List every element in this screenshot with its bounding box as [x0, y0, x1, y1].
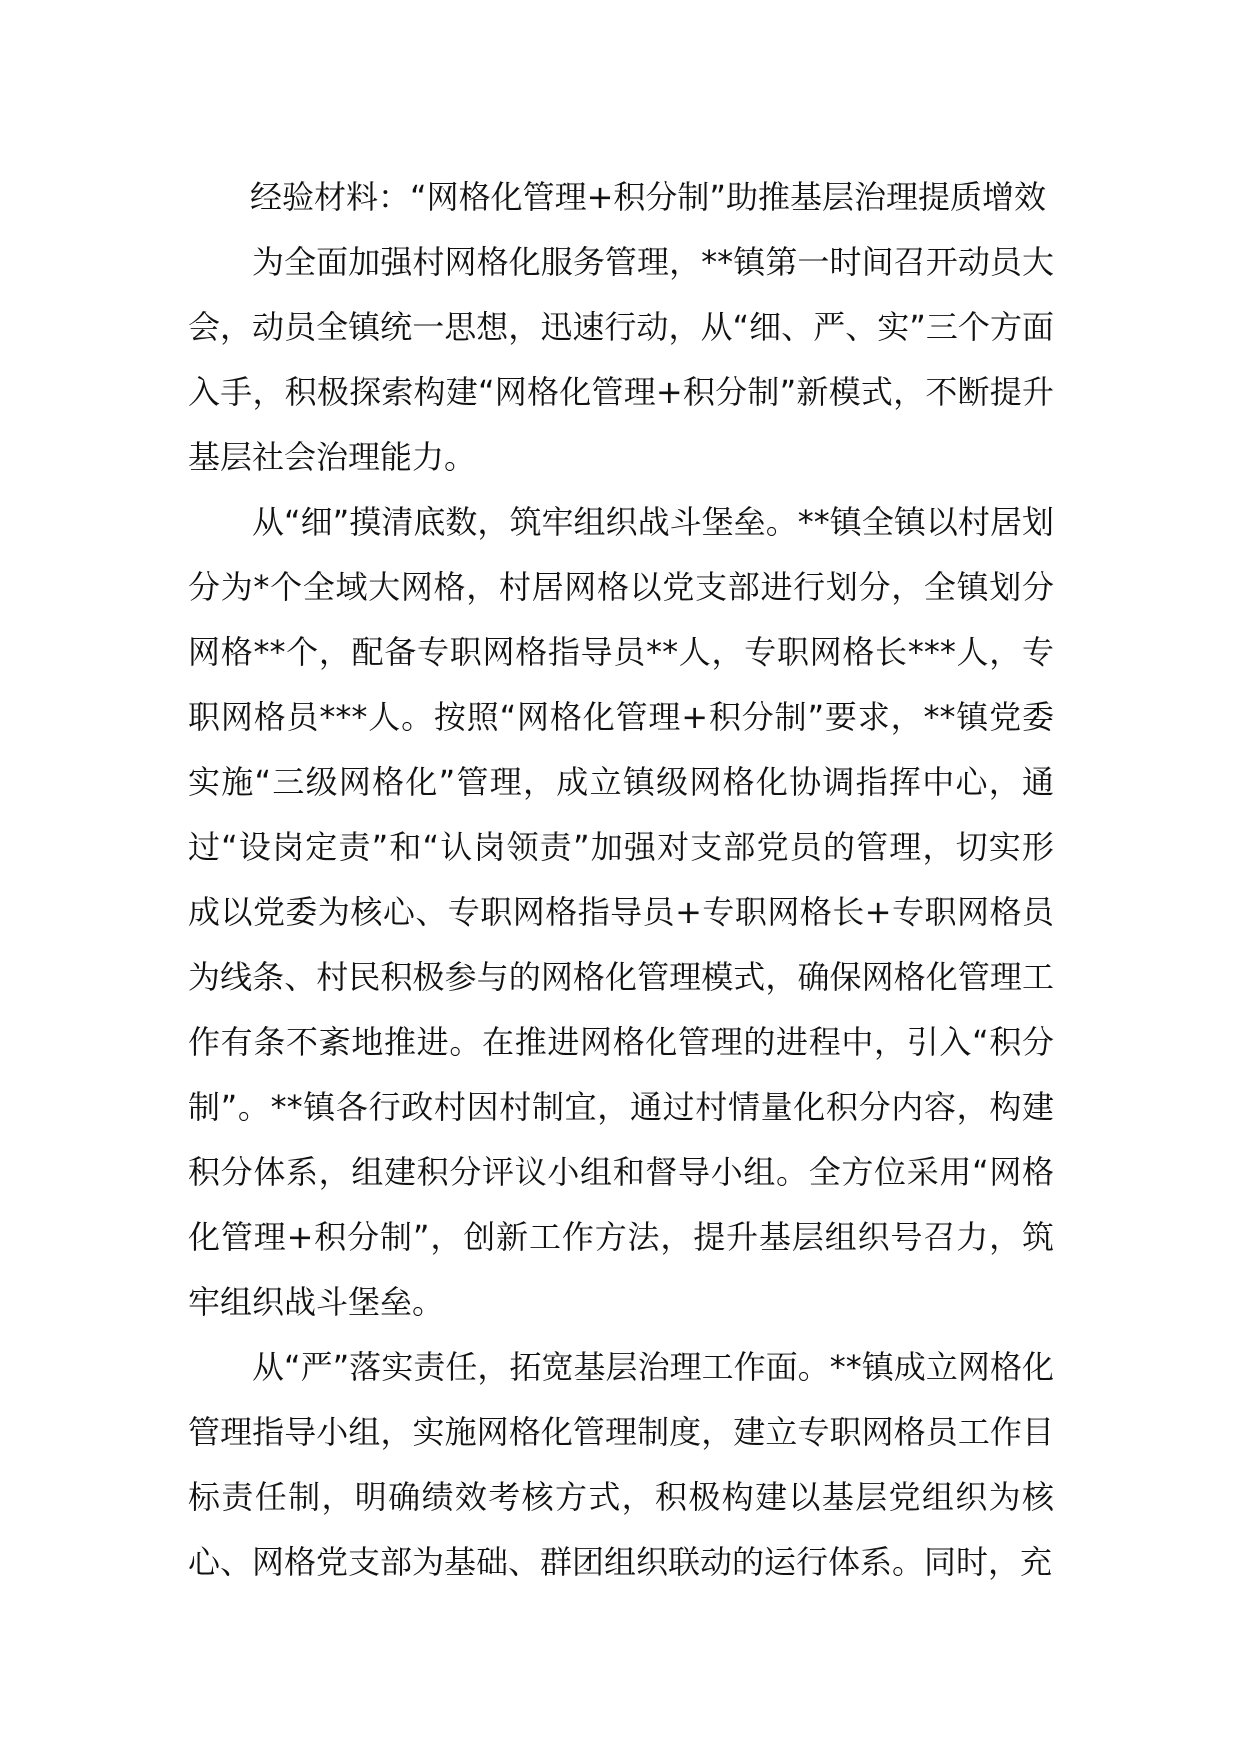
paragraph-xi: 从“细”摸清底数，筑牢组织战斗堡垒。**镇全镇以村居划分为*个全域大网格，村居网格以党支部进行划分，全镇划分网格**个，配备专职网格指导员**人，专职网格长***人，专职网格员***人。按照“网格化管理+积分制”要求，**镇党委实施“三级网格化”管理，成立镇级网格化协调指挥中心，通过“设岗定责”和“认岗领责”加强对支部党员的管理，切实形成以党委为核心、专职网格指导员+专职网格长+专职网格员为线条、村民积极参与的网格化管理模式，确保网格化管理工作有条不紊地推进。在推进网格化管理的进程中，引入“积分制”。**镇各行政村因村制宜，通过村情量化积分内容，构建积分体系，组建积分评议小组和督导小组。全方位采用“网格化管理+积分制”，创新工作方法，提升基层组织号召力，筑牢组织战斗堡垒。 — [188, 503, 1054, 1321]
document-body — [188, 165, 1054, 1595]
paragraph-intro: 为全面加强村网格化服务管理，**镇第一时间召开动员大会，动员全镇统一思想，迅速行动，从“细、严、实”三个方面入手，积极探索构建“网格化管理+积分制”新模式，不断提升基层社会治理能力。 — [188, 243, 1054, 476]
document-title: 经验材料：“网格化管理+积分制”助推基层治理提质增效 — [250, 178, 1046, 216]
paragraph-yan: 从“严”落实责任，拓宽基层治理工作面。**镇成立网格化管理指导小组，实施网格化管理制度，建立专职网格员工作目标责任制，明确绩效考核方式，积极构建以基层党组织为核心、网格党支部为基础、群团组织联动的运行体系。同时，充 — [188, 1348, 1054, 1581]
